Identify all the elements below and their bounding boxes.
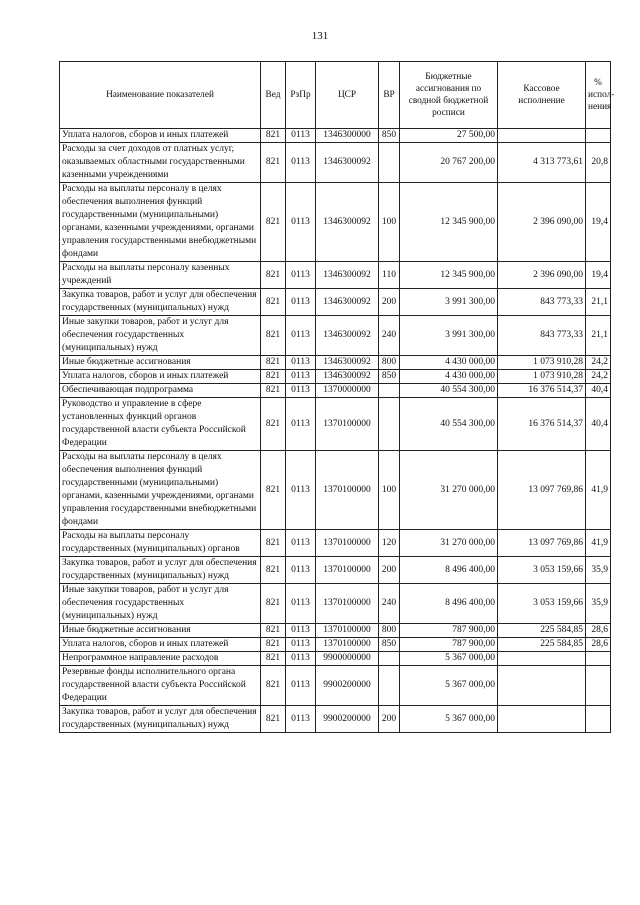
table-row <box>60 356 611 370</box>
cell-vr <box>379 143 400 183</box>
cell-name: Уплата налогов, сборов и иных платежей <box>60 638 261 652</box>
cell-budget: 40 554 300,00 <box>400 384 498 398</box>
cell-percent <box>586 129 611 143</box>
cell-name: Расходы на выплаты персоналу казенных учреждений <box>60 262 261 289</box>
table-row <box>60 706 611 733</box>
cell-ved: 821 <box>261 624 286 638</box>
cell-cash: 225 584,85 <box>498 624 586 638</box>
cell-vr: 200 <box>379 706 400 733</box>
cell-ved: 821 <box>261 557 286 584</box>
cell-csr: 1370100000 <box>316 638 379 652</box>
cell-cash: 2 396 090,00 <box>498 183 586 262</box>
cell-csr: 9900000000 <box>316 652 379 666</box>
table-row <box>60 624 611 638</box>
cell-ved: 821 <box>261 706 286 733</box>
cell-name: Уплата налогов, сборов и иных платежей <box>60 129 261 143</box>
cell-budget: 31 270 000,00 <box>400 451 498 530</box>
cell-cash <box>498 129 586 143</box>
cell-name: Закупка товаров, работ и услуг для обеспечения государственных (муниципальных) нужд <box>60 289 261 316</box>
cell-budget: 20 767 200,00 <box>400 143 498 183</box>
cell-rzpr: 0113 <box>286 638 316 652</box>
cell-percent: 24,2 <box>586 370 611 384</box>
table-row <box>60 638 611 652</box>
cell-name: Иные бюджетные ассигнования <box>60 624 261 638</box>
cell-cash: 4 313 773,61 <box>498 143 586 183</box>
cell-cash: 16 376 514,37 <box>498 398 586 451</box>
cell-rzpr: 0113 <box>286 384 316 398</box>
cell-budget: 5 367 000,00 <box>400 652 498 666</box>
cell-budget: 787 900,00 <box>400 624 498 638</box>
cell-csr: 1346300092 <box>316 143 379 183</box>
cell-vr <box>379 666 400 706</box>
cell-cash: 1 073 910,28 <box>498 356 586 370</box>
table-row <box>60 451 611 530</box>
cell-percent: 41,9 <box>586 451 611 530</box>
cell-cash <box>498 666 586 706</box>
cell-budget: 787 900,00 <box>400 638 498 652</box>
cell-percent: 21,1 <box>586 289 611 316</box>
cell-vr: 850 <box>379 638 400 652</box>
cell-percent: 24,2 <box>586 356 611 370</box>
cell-budget: 31 270 000,00 <box>400 530 498 557</box>
cell-ved: 821 <box>261 289 286 316</box>
cell-budget: 4 430 000,00 <box>400 370 498 384</box>
table-row <box>60 316 611 356</box>
cell-rzpr: 0113 <box>286 584 316 624</box>
cell-percent: 20,8 <box>586 143 611 183</box>
cell-percent: 40,4 <box>586 398 611 451</box>
cell-ved: 821 <box>261 652 286 666</box>
cell-csr: 1346300092 <box>316 289 379 316</box>
header-name: Наименование показателей <box>60 62 261 129</box>
cell-csr: 1346300092 <box>316 316 379 356</box>
cell-csr: 1370100000 <box>316 451 379 530</box>
cell-name: Расходы на выплаты персоналу в целях обеспечения выполнения функций государственными (муниципальными) органами, казенными учреждениями, органами управления государственными внебюджетными фондами <box>60 451 261 530</box>
cell-percent <box>586 706 611 733</box>
cell-percent: 21,1 <box>586 316 611 356</box>
cell-rzpr: 0113 <box>286 666 316 706</box>
cell-budget: 3 991 300,00 <box>400 316 498 356</box>
cell-vr: 200 <box>379 557 400 584</box>
cell-rzpr: 0113 <box>286 398 316 451</box>
cell-vr: 800 <box>379 356 400 370</box>
cell-ved: 821 <box>261 530 286 557</box>
cell-csr: 1370100000 <box>316 584 379 624</box>
cell-rzpr: 0113 <box>286 530 316 557</box>
table-row <box>60 584 611 624</box>
cell-csr: 9900200000 <box>316 706 379 733</box>
cell-percent: 40,4 <box>586 384 611 398</box>
cell-csr: 1346300092 <box>316 183 379 262</box>
header-ved: Вед <box>261 62 286 129</box>
cell-budget: 12 345 900,00 <box>400 262 498 289</box>
cell-percent: 28,6 <box>586 638 611 652</box>
cell-name: Закупка товаров, работ и услуг для обеспечения государственных (муниципальных) нужд <box>60 706 261 733</box>
cell-budget: 8 496 400,00 <box>400 584 498 624</box>
cell-name: Закупка товаров, работ и услуг для обеспечения государственных (муниципальных) нужд <box>60 557 261 584</box>
cell-ved: 821 <box>261 143 286 183</box>
cell-budget: 27 500,00 <box>400 129 498 143</box>
cell-budget: 3 991 300,00 <box>400 289 498 316</box>
cell-cash: 843 773,33 <box>498 316 586 356</box>
table-row <box>60 370 611 384</box>
cell-vr: 120 <box>379 530 400 557</box>
header-csr: ЦСР <box>316 62 379 129</box>
header-rzpr: РзПр <box>286 62 316 129</box>
cell-vr: 800 <box>379 624 400 638</box>
cell-vr: 100 <box>379 183 400 262</box>
cell-name: Уплата налогов, сборов и иных платежей <box>60 370 261 384</box>
cell-vr: 240 <box>379 316 400 356</box>
table-row <box>60 530 611 557</box>
cell-name: Иные бюджетные ассигнования <box>60 356 261 370</box>
cell-csr: 1370000000 <box>316 384 379 398</box>
cell-ved: 821 <box>261 451 286 530</box>
cell-csr: 1370100000 <box>316 624 379 638</box>
cell-percent: 19,4 <box>586 262 611 289</box>
cell-csr: 1346300092 <box>316 370 379 384</box>
cell-rzpr: 0113 <box>286 262 316 289</box>
header-vr: ВР <box>379 62 400 129</box>
cell-name: Иные закупки товаров, работ и услуг для обеспечения государственных (муниципальных) нужд <box>60 316 261 356</box>
cell-vr <box>379 652 400 666</box>
cell-vr: 850 <box>379 129 400 143</box>
table-row <box>60 652 611 666</box>
cell-csr: 1370100000 <box>316 557 379 584</box>
cell-cash: 13 097 769,86 <box>498 530 586 557</box>
cell-cash: 3 053 159,66 <box>498 557 586 584</box>
cell-name: Расходы на выплаты персоналу государственных (муниципальных) органов <box>60 530 261 557</box>
cell-cash <box>498 652 586 666</box>
cell-name: Расходы на выплаты персоналу в целях обеспечения выполнения функций государственными (муниципальными) органами, казенными учреждениями, органами управления государственными внебюджетными фондами <box>60 183 261 262</box>
cell-cash: 225 584,85 <box>498 638 586 652</box>
header-percent: % испол-нения <box>586 62 611 129</box>
table-row <box>60 183 611 262</box>
cell-vr <box>379 398 400 451</box>
cell-csr: 9900200000 <box>316 666 379 706</box>
cell-name: Руководство и управление в сфере установленных функций органов государственной власти субъекта Российской Федерации <box>60 398 261 451</box>
table-row <box>60 557 611 584</box>
cell-rzpr: 0113 <box>286 289 316 316</box>
cell-cash: 16 376 514,37 <box>498 384 586 398</box>
cell-ved: 821 <box>261 666 286 706</box>
cell-rzpr: 0113 <box>286 129 316 143</box>
cell-rzpr: 0113 <box>286 356 316 370</box>
cell-vr: 850 <box>379 370 400 384</box>
cell-ved: 821 <box>261 129 286 143</box>
cell-vr: 200 <box>379 289 400 316</box>
cell-cash: 843 773,33 <box>498 289 586 316</box>
cell-ved: 821 <box>261 316 286 356</box>
cell-budget: 40 554 300,00 <box>400 398 498 451</box>
cell-name: Иные закупки товаров, работ и услуг для обеспечения государственных (муниципальных) нужд <box>60 584 261 624</box>
table-row <box>60 143 611 183</box>
cell-budget: 5 367 000,00 <box>400 706 498 733</box>
cell-ved: 821 <box>261 356 286 370</box>
cell-cash: 2 396 090,00 <box>498 262 586 289</box>
header-cash: Кассовое исполнение <box>498 62 586 129</box>
cell-ved: 821 <box>261 398 286 451</box>
cell-percent <box>586 666 611 706</box>
cell-budget: 4 430 000,00 <box>400 356 498 370</box>
cell-rzpr: 0113 <box>286 706 316 733</box>
cell-vr: 100 <box>379 451 400 530</box>
cell-percent: 19,4 <box>586 183 611 262</box>
cell-rzpr: 0113 <box>286 143 316 183</box>
table-row <box>60 289 611 316</box>
cell-ved: 821 <box>261 384 286 398</box>
cell-ved: 821 <box>261 370 286 384</box>
table-row <box>60 666 611 706</box>
cell-vr: 110 <box>379 262 400 289</box>
cell-percent: 35,9 <box>586 557 611 584</box>
cell-rzpr: 0113 <box>286 316 316 356</box>
cell-vr: 240 <box>379 584 400 624</box>
cell-cash: 13 097 769,86 <box>498 451 586 530</box>
cell-name: Непрограммное направление расходов <box>60 652 261 666</box>
table-row <box>60 262 611 289</box>
cell-rzpr: 0113 <box>286 624 316 638</box>
header-budget: Бюджетные ассигнования по сводной бюджетной росписи <box>400 62 498 129</box>
cell-csr: 1370100000 <box>316 398 379 451</box>
cell-vr <box>379 384 400 398</box>
cell-ved: 821 <box>261 183 286 262</box>
cell-csr: 1370100000 <box>316 530 379 557</box>
cell-ved: 821 <box>261 638 286 652</box>
cell-percent: 28,6 <box>586 624 611 638</box>
cell-rzpr: 0113 <box>286 557 316 584</box>
cell-budget: 5 367 000,00 <box>400 666 498 706</box>
cell-cash: 1 073 910,28 <box>498 370 586 384</box>
budget-execution-table <box>59 61 615 733</box>
cell-budget: 12 345 900,00 <box>400 183 498 262</box>
cell-csr: 1346300092 <box>316 356 379 370</box>
cell-name: Обеспечивающая подпрограмма <box>60 384 261 398</box>
cell-ved: 821 <box>261 262 286 289</box>
table-row <box>60 398 611 451</box>
cell-cash: 3 053 159,66 <box>498 584 586 624</box>
page-number: 131 <box>311 30 329 42</box>
cell-ved: 821 <box>261 584 286 624</box>
cell-budget: 8 496 400,00 <box>400 557 498 584</box>
cell-percent: 35,9 <box>586 584 611 624</box>
cell-csr: 1346300000 <box>316 129 379 143</box>
cell-percent <box>586 652 611 666</box>
table-row <box>60 129 611 143</box>
cell-csr: 1346300092 <box>316 262 379 289</box>
cell-name: Резервные фонды исполнительного органа государственной власти субъекта Российской Федерации <box>60 666 261 706</box>
table-row <box>60 384 611 398</box>
cell-rzpr: 0113 <box>286 451 316 530</box>
cell-rzpr: 0113 <box>286 652 316 666</box>
cell-cash <box>498 706 586 733</box>
table-header-row <box>60 62 611 129</box>
cell-rzpr: 0113 <box>286 370 316 384</box>
cell-percent: 41,9 <box>586 530 611 557</box>
cell-name: Расходы за счет доходов от платных услуг, оказываемых областными государственными казенными учреждениями <box>60 143 261 183</box>
cell-rzpr: 0113 <box>286 183 316 262</box>
